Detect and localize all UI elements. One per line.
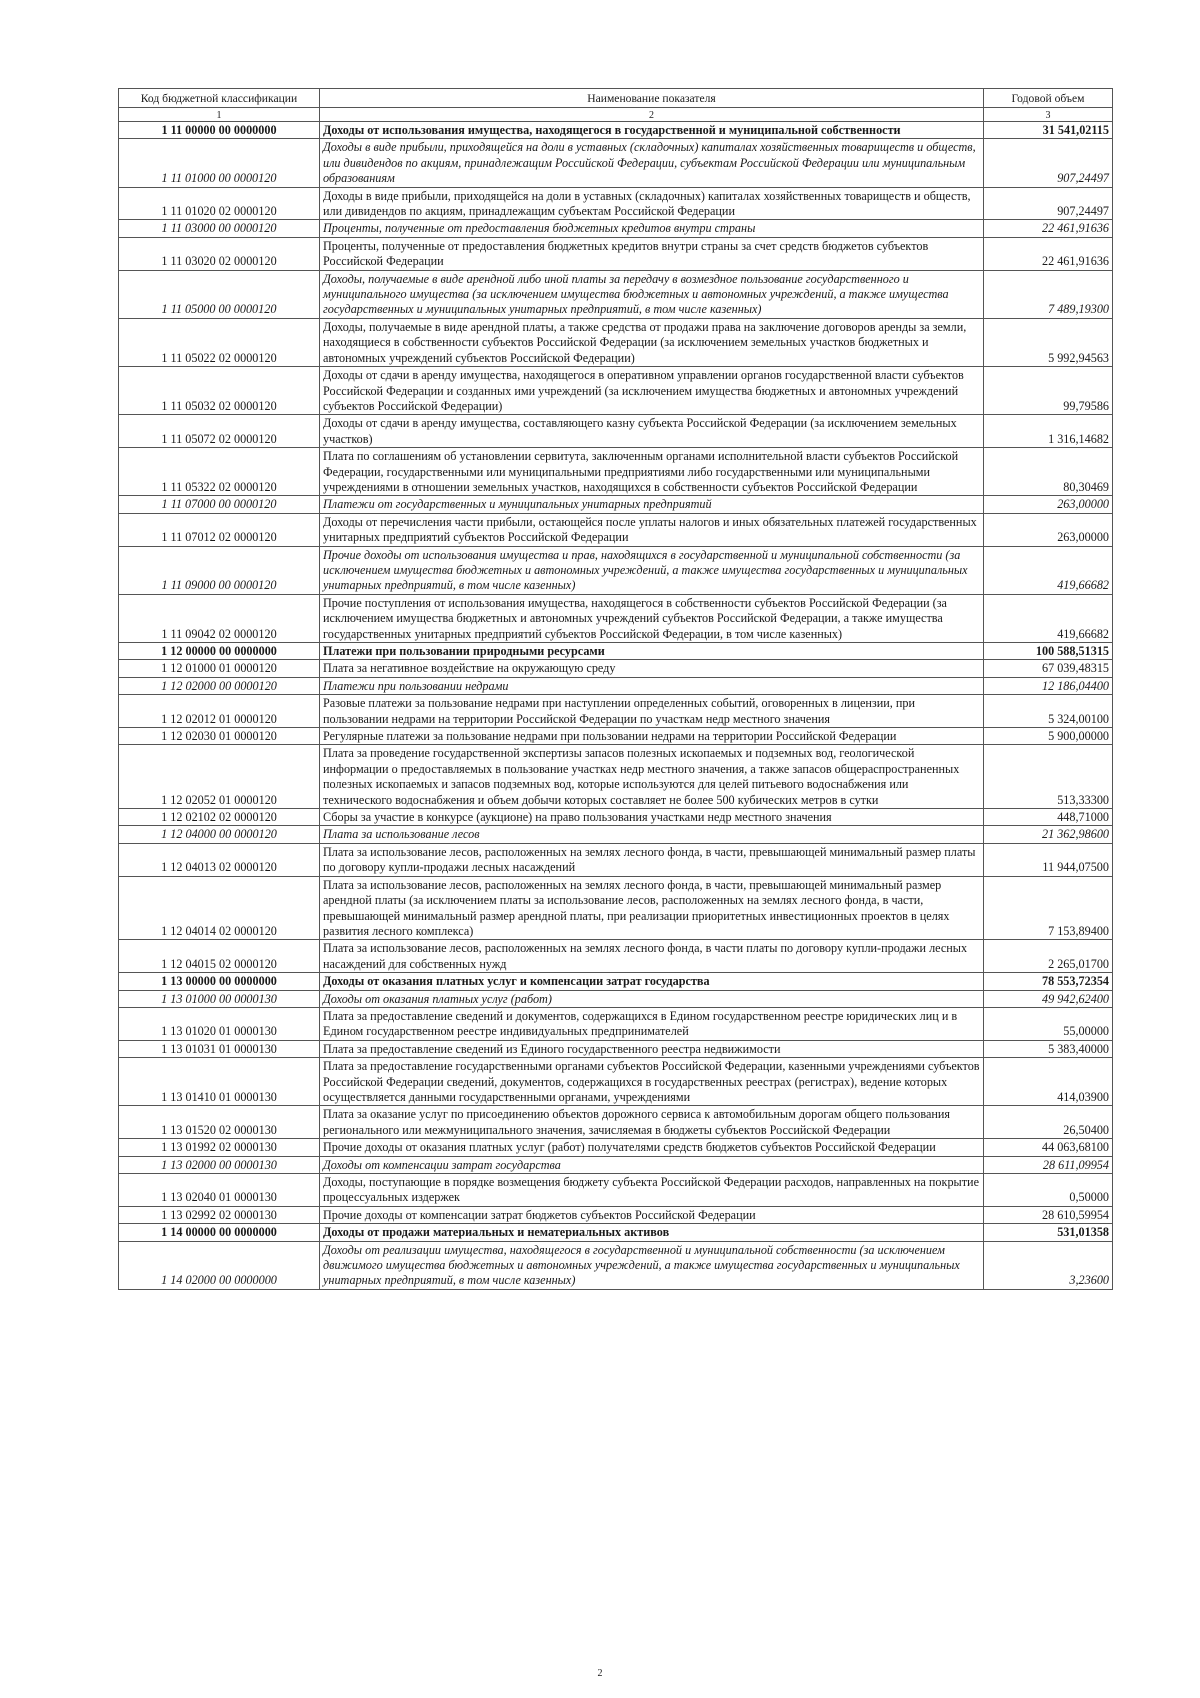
row-name: Прочие доходы от оказания платных услуг (работ) получателями средств бюджетов субъектов Российской Федерации bbox=[320, 1139, 984, 1156]
row-name: Плата за использование лесов, расположенных на землях лесного фонда, в части, превышающей минимальный размер платы по договору купли-продажи лесных насаждений bbox=[320, 843, 984, 876]
table-row bbox=[119, 973, 1113, 990]
row-value: 907,24497 bbox=[984, 139, 1113, 187]
row-code: 1 11 05072 02 0000120 bbox=[119, 415, 320, 448]
row-code: 1 13 01520 02 0000130 bbox=[119, 1106, 320, 1139]
row-code: 1 11 05022 02 0000120 bbox=[119, 318, 320, 366]
row-value: 7 489,19300 bbox=[984, 270, 1113, 318]
row-value: 22 461,91636 bbox=[984, 220, 1113, 237]
row-name: Плата за использование лесов, расположенных на землях лесного фонда, в части платы по договору купли-продажи лесных насаждений для собственных нужд bbox=[320, 940, 984, 973]
table-row bbox=[119, 1007, 1113, 1040]
row-value: 99,79586 bbox=[984, 367, 1113, 415]
row-value: 5 992,94563 bbox=[984, 318, 1113, 366]
row-value: 1 316,14682 bbox=[984, 415, 1113, 448]
table-row bbox=[119, 677, 1113, 694]
row-code: 1 11 01000 00 0000120 bbox=[119, 139, 320, 187]
row-value: 11 944,07500 bbox=[984, 843, 1113, 876]
row-name: Плата за использование лесов, расположенных на землях лесного фонда, в части, превышающей минимальный размер арендной платы (за исключением платы за использование лесов, расположенных на землях лесного фонда, в части, превышающей минимальный размер арендной платы, при реализации приоритетных инвестиционных проектов в целях развития лесного комплекса) bbox=[320, 876, 984, 940]
table-row bbox=[119, 809, 1113, 826]
table-row bbox=[119, 876, 1113, 940]
row-code: 1 11 01020 02 0000120 bbox=[119, 187, 320, 220]
table-row bbox=[119, 1206, 1113, 1223]
row-name: Плата за предоставление сведений из Единого государственного реестра недвижимости bbox=[320, 1040, 984, 1057]
document-page bbox=[118, 88, 1112, 1290]
table-row bbox=[119, 122, 1113, 139]
row-name: Прочие доходы от использования имущества и прав, находящихся в государственной и муниципальной собственности (за исключением имущества бюджетных и автономных учреждений, а также имущества государственных и муниципальных унитарных предприятий, в том числе казенных) bbox=[320, 546, 984, 594]
header-code: Код бюджетной классификации bbox=[119, 89, 320, 108]
table-row bbox=[119, 415, 1113, 448]
table-row bbox=[119, 745, 1113, 809]
row-name: Сборы за участие в конкурсе (аукционе) на право пользования участками недр местного значения bbox=[320, 809, 984, 826]
row-value: 80,30469 bbox=[984, 448, 1113, 496]
row-name: Платежи от государственных и муниципальных унитарных предприятий bbox=[320, 496, 984, 513]
row-value: 5 383,40000 bbox=[984, 1040, 1113, 1057]
row-code: 1 11 05000 00 0000120 bbox=[119, 270, 320, 318]
row-code: 1 12 02000 00 0000120 bbox=[119, 677, 320, 694]
row-code: 1 12 02102 02 0000120 bbox=[119, 809, 320, 826]
row-name: Регулярные платежи за пользование недрами при пользовании недрами на территории Российской Федерации bbox=[320, 728, 984, 745]
row-code: 1 13 01992 02 0000130 bbox=[119, 1139, 320, 1156]
table-row bbox=[119, 643, 1113, 660]
table-row bbox=[119, 940, 1113, 973]
table-row bbox=[119, 1174, 1113, 1207]
column-number-2: 2 bbox=[320, 108, 984, 122]
row-name: Доходы от перечисления части прибыли, остающейся после уплаты налогов и иных обязательных платежей государственных унитарных предприятий субъектов Российской Федерации bbox=[320, 513, 984, 546]
row-value: 263,00000 bbox=[984, 513, 1113, 546]
table-row bbox=[119, 1139, 1113, 1156]
row-name: Доходы от продажи материальных и нематериальных активов bbox=[320, 1224, 984, 1241]
row-code: 1 11 07000 00 0000120 bbox=[119, 496, 320, 513]
row-value: 78 553,72354 bbox=[984, 973, 1113, 990]
table-row bbox=[119, 270, 1113, 318]
column-number-row bbox=[119, 108, 1113, 122]
table-row bbox=[119, 1058, 1113, 1106]
row-value: 263,00000 bbox=[984, 496, 1113, 513]
row-name: Плата за предоставление государственными органами субъектов Российской Федерации, казенными учреждениями субъектов Российской Федерации сведений, документов, содержащихся в государственных реестрах (регистрах), ведение которых осуществляется данными государственными органами, учреждениями bbox=[320, 1058, 984, 1106]
row-value: 100 588,51315 bbox=[984, 643, 1113, 660]
row-code: 1 12 02030 01 0000120 bbox=[119, 728, 320, 745]
row-name: Проценты, полученные от предоставления бюджетных кредитов внутри страны за счет средств бюджетов субъектов Российской Федерации bbox=[320, 237, 984, 270]
row-name: Плата за негативное воздействие на окружающую среду bbox=[320, 660, 984, 677]
row-value: 67 039,48315 bbox=[984, 660, 1113, 677]
row-code: 1 12 04000 00 0000120 bbox=[119, 826, 320, 843]
table-row bbox=[119, 318, 1113, 366]
row-name: Плата за предоставление сведений и документов, содержащихся в Едином государственном реестре юридических лиц и в Едином государственном реестре индивидуальных предпринимателей bbox=[320, 1007, 984, 1040]
row-value: 448,71000 bbox=[984, 809, 1113, 826]
row-name: Доходы от использования имущества, находящегося в государственной и муниципальной собственности bbox=[320, 122, 984, 139]
table-row bbox=[119, 1040, 1113, 1057]
row-value: 28 611,09954 bbox=[984, 1156, 1113, 1173]
table-header-row bbox=[119, 89, 1113, 108]
row-name: Доходы от оказания платных услуг (работ) bbox=[320, 990, 984, 1007]
row-name: Доходы в виде прибыли, приходящейся на доли в уставных (складочных) капиталах хозяйственных товариществ и обществ, или дивидендов по акциям, принадлежащим Российской Федерации, субъектам Российской Федерации или муниципальным образованиям bbox=[320, 139, 984, 187]
row-name: Доходы от сдачи в аренду имущества, составляющего казну субъекта Российской Федерации (за исключением земельных участков) bbox=[320, 415, 984, 448]
row-name: Доходы в виде прибыли, приходящейся на доли в уставных (складочных) капиталах хозяйственных товариществ и обществ, или дивидендов по акциям, принадлежащим субъектам Российской Федерации bbox=[320, 187, 984, 220]
table-row bbox=[119, 139, 1113, 187]
row-code: 1 12 04015 02 0000120 bbox=[119, 940, 320, 973]
row-value: 55,00000 bbox=[984, 1007, 1113, 1040]
table-row bbox=[119, 1106, 1113, 1139]
row-name: Прочие доходы от компенсации затрат бюджетов субъектов Российской Федерации bbox=[320, 1206, 984, 1223]
table-row bbox=[119, 990, 1113, 1007]
row-value: 907,24497 bbox=[984, 187, 1113, 220]
row-value: 21 362,98600 bbox=[984, 826, 1113, 843]
row-code: 1 13 02040 01 0000130 bbox=[119, 1174, 320, 1207]
row-code: 1 11 05032 02 0000120 bbox=[119, 367, 320, 415]
table-row bbox=[119, 546, 1113, 594]
table-row bbox=[119, 660, 1113, 677]
page-number: 2 bbox=[597, 1668, 603, 1679]
row-name: Доходы, получаемые в виде арендной либо иной платы за передачу в возмездное пользование государственного и муниципального имущества (за исключением имущества бюджетных и автономных учреждений, а также имущества государственных и муниципальных унитарных предприятий, в том числе казенных) bbox=[320, 270, 984, 318]
table-row bbox=[119, 1156, 1113, 1173]
table-row bbox=[119, 594, 1113, 642]
table-row bbox=[119, 843, 1113, 876]
table-row bbox=[119, 496, 1113, 513]
row-value: 31 541,02115 bbox=[984, 122, 1113, 139]
row-name: Прочие поступления от использования имущества, находящегося в собственности субъектов Российской Федерации (за исключением имущества бюджетных и автономных учреждений субъектов Российской Федерации, а также имущества государственных унитарных предприятий субъектов Российской Федерации, в том числе казенных) bbox=[320, 594, 984, 642]
table-row bbox=[119, 1224, 1113, 1241]
row-name: Плата по соглашениям об установлении сервитута, заключенным органами исполнительной власти субъектов Российской Федерации, государственными или муниципальными предприятиями либо государственными или муниципальными учреждениями в отношении земельных участков, находящихся в собственности субъектов Российской Федерации bbox=[320, 448, 984, 496]
row-code: 1 12 00000 00 0000000 bbox=[119, 643, 320, 660]
row-name: Доходы, получаемые в виде арендной платы, а также средства от продажи права на заключение договоров аренды за земли, находящиеся в собственности субъектов Российской Федерации (за исключением земельных участков бюджетных и автономных учреждений субъектов Российской Федерации) bbox=[320, 318, 984, 366]
row-code: 1 12 02012 01 0000120 bbox=[119, 695, 320, 728]
row-code: 1 11 09000 00 0000120 bbox=[119, 546, 320, 594]
table-row bbox=[119, 695, 1113, 728]
table-row bbox=[119, 1241, 1113, 1289]
row-name: Платежи при пользовании природными ресурсами bbox=[320, 643, 984, 660]
table-row bbox=[119, 728, 1113, 745]
row-name: Плата за проведение государственной экспертизы запасов полезных ископаемых и подземных вод, геологической информации о предоставляемых в пользование участках недр местного значения, а также запасов общераспространенных полезных ископаемых и запасов подземных вод, которые используются для целей питьевого водоснабжения или технического водоснабжения и объем добычи которых составляет не более 500 кубических метров в сутки bbox=[320, 745, 984, 809]
row-name: Плата за оказание услуг по присоединению объектов дорожного сервиса к автомобильным дорогам общего пользования регионального или межмуниципального значения, зачисляемая в бюджеты субъектов Российской Федерации bbox=[320, 1106, 984, 1139]
row-value: 414,03900 bbox=[984, 1058, 1113, 1106]
row-value: 49 942,62400 bbox=[984, 990, 1113, 1007]
header-value: Годовой объем bbox=[984, 89, 1113, 108]
row-value: 419,66682 bbox=[984, 594, 1113, 642]
row-code: 1 12 01000 01 0000120 bbox=[119, 660, 320, 677]
row-value: 419,66682 bbox=[984, 546, 1113, 594]
row-code: 1 11 09042 02 0000120 bbox=[119, 594, 320, 642]
row-name: Разовые платежи за пользование недрами при наступлении определенных событий, оговоренных в лицензии, при пользовании недрами на территории Российской Федерации по участкам недр местного значения bbox=[320, 695, 984, 728]
row-value: 44 063,68100 bbox=[984, 1139, 1113, 1156]
row-code: 1 14 00000 00 0000000 bbox=[119, 1224, 320, 1241]
row-value: 5 324,00100 bbox=[984, 695, 1113, 728]
column-number-3: 3 bbox=[984, 108, 1113, 122]
table-row bbox=[119, 220, 1113, 237]
row-code: 1 13 01031 01 0000130 bbox=[119, 1040, 320, 1057]
row-value: 28 610,59954 bbox=[984, 1206, 1113, 1223]
row-code: 1 11 07012 02 0000120 bbox=[119, 513, 320, 546]
row-value: 531,01358 bbox=[984, 1224, 1113, 1241]
table-row bbox=[119, 826, 1113, 843]
row-name: Доходы от компенсации затрат государства bbox=[320, 1156, 984, 1173]
column-number-1: 1 bbox=[119, 108, 320, 122]
row-code: 1 13 01020 01 0000130 bbox=[119, 1007, 320, 1040]
row-value: 7 153,89400 bbox=[984, 876, 1113, 940]
row-name: Плата за использование лесов bbox=[320, 826, 984, 843]
row-code: 1 12 02052 01 0000120 bbox=[119, 745, 320, 809]
table-row bbox=[119, 448, 1113, 496]
row-value: 26,50400 bbox=[984, 1106, 1113, 1139]
row-name: Проценты, полученные от предоставления бюджетных кредитов внутри страны bbox=[320, 220, 984, 237]
row-code: 1 13 01410 01 0000130 bbox=[119, 1058, 320, 1106]
row-value: 513,33300 bbox=[984, 745, 1113, 809]
row-code: 1 11 00000 00 0000000 bbox=[119, 122, 320, 139]
row-code: 1 12 04014 02 0000120 bbox=[119, 876, 320, 940]
row-value: 12 186,04400 bbox=[984, 677, 1113, 694]
budget-revenue-table bbox=[118, 88, 1113, 1290]
row-code: 1 11 05322 02 0000120 bbox=[119, 448, 320, 496]
header-name: Наименование показателя bbox=[320, 89, 984, 108]
row-name: Доходы, поступающие в порядке возмещения бюджету субъекта Российской Федерации расходов, направленных на покрытие процессуальных издержек bbox=[320, 1174, 984, 1207]
row-name: Доходы от сдачи в аренду имущества, находящегося в оперативном управлении органов государственной власти субъектов Российской Федерации и созданных ими учреждений (за исключением имущества бюджетных и автономных учреждений субъектов Российской Федерации) bbox=[320, 367, 984, 415]
row-value: 0,50000 bbox=[984, 1174, 1113, 1207]
table-row bbox=[119, 513, 1113, 546]
row-name: Доходы от оказания платных услуг и компенсации затрат государства bbox=[320, 973, 984, 990]
row-code: 1 14 02000 00 0000000 bbox=[119, 1241, 320, 1289]
table-row bbox=[119, 187, 1113, 220]
row-value: 2 265,01700 bbox=[984, 940, 1113, 973]
row-name: Платежи при пользовании недрами bbox=[320, 677, 984, 694]
table-row bbox=[119, 237, 1113, 270]
row-name: Доходы от реализации имущества, находящегося в государственной и муниципальной собственности (за исключением движимого имущества бюджетных и автономных учреждений, а также имущества государственных и муниципальных унитарных предприятий, в том числе казенных) bbox=[320, 1241, 984, 1289]
row-code: 1 13 02992 02 0000130 bbox=[119, 1206, 320, 1223]
table-row bbox=[119, 367, 1113, 415]
row-code: 1 11 03020 02 0000120 bbox=[119, 237, 320, 270]
table-body bbox=[119, 122, 1113, 1290]
row-code: 1 13 02000 00 0000130 bbox=[119, 1156, 320, 1173]
row-value: 22 461,91636 bbox=[984, 237, 1113, 270]
row-code: 1 13 00000 00 0000000 bbox=[119, 973, 320, 990]
row-code: 1 13 01000 00 0000130 bbox=[119, 990, 320, 1007]
row-value: 3,23600 bbox=[984, 1241, 1113, 1289]
row-code: 1 11 03000 00 0000120 bbox=[119, 220, 320, 237]
row-value: 5 900,00000 bbox=[984, 728, 1113, 745]
row-code: 1 12 04013 02 0000120 bbox=[119, 843, 320, 876]
